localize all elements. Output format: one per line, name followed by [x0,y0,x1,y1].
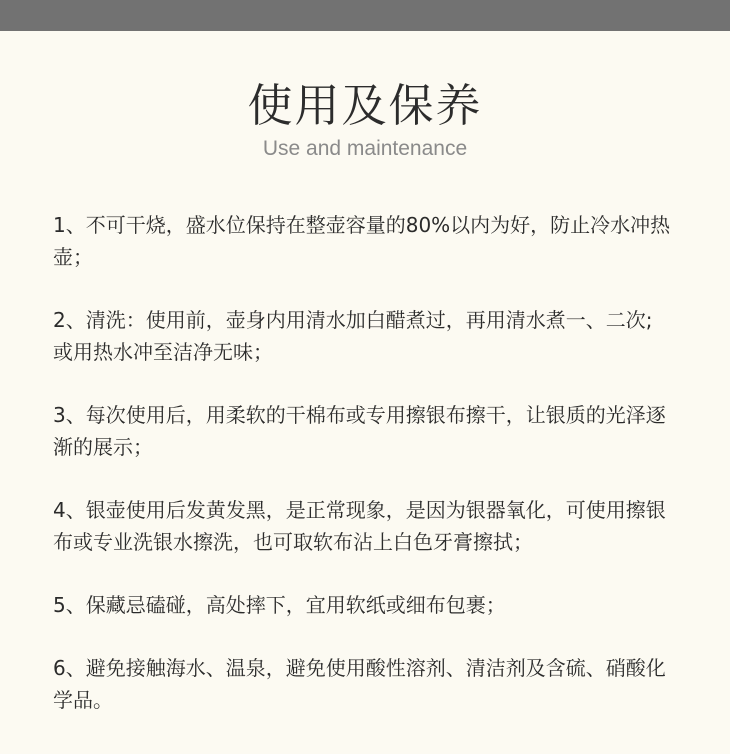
instruction-item-4: 4、银壶使用后发黄发黑，是正常现象，是因为银器氧化，可使用擦银布或专业洗银水擦洗，也可取软布沾上白色牙膏擦拭； [53,498,666,554]
page-title: 使用及保养 [247,79,483,132]
instruction-list [53,209,675,747]
instruction-item-1: 1、不可干烧，盛水位保持在整壶容量的80%以内为好，防止冷水冲热壶； [53,213,671,269]
page-subtitle: Use and maintenance [262,137,468,160]
instruction-item-3: 3、每次使用后，用柔软的干棉布或专用擦银布擦干，让银质的光泽逐渐的展示； [53,403,666,459]
instruction-item-2: 2、清洗：使用前，壶身内用清水加白醋煮过，再用清水煮一、二次; 或用热水冲至洁净无味； [53,308,653,364]
instruction-item-5: 5、保藏忌磕碰，高处摔下，宜用软纸或细布包裹； [53,593,506,617]
instruction-item-6: 6、避免接触海水、温泉，避免使用酸性溶剂、清洁剂及含硫、硝酸化学品。 [53,656,666,712]
heading [0,80,730,162]
top-bar [0,0,730,31]
